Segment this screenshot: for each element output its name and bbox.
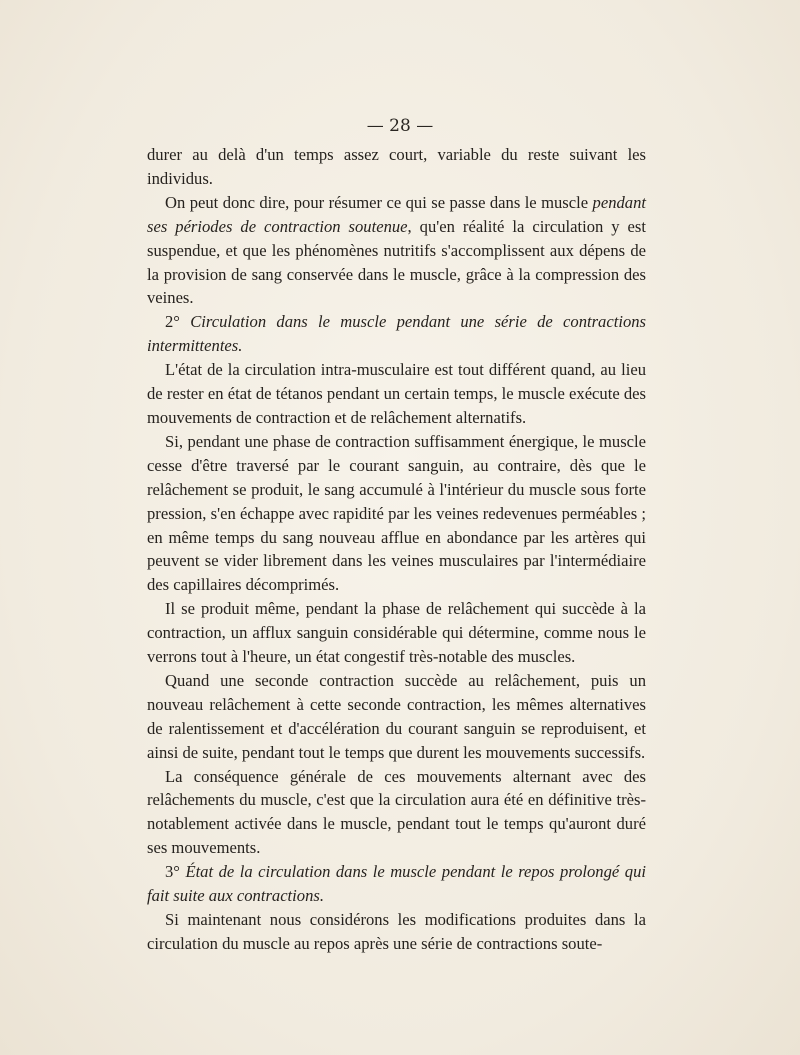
section-title-3: État de la circulation dans le muscle pendant le repos prolongé qui fait suite aux contractions. <box>147 862 646 906</box>
paragraph-3: L'état de la circulation intra-musculaire est tout différent quand, au lieu de rester en état de tétanos pendant un certain temps, le muscle exécute des mouvements de contraction et de relâchement alternatifs. <box>147 360 646 427</box>
section-number-2: 2° <box>165 312 191 332</box>
paragraph-8: Si maintenant nous considérons les modifications produites dans la circulation du muscle au repos après une série de contractions soute- <box>147 910 646 953</box>
section-number-3: 3° <box>165 862 186 882</box>
section-heading-2 <box>147 310 646 358</box>
paragraph-4: Si, pendant une phase de contraction suffisamment énergique, le muscle cesse d'être traversé par le courant sanguin, au contraire, dès que le relâchement se produit, le sang accumulé à l'intérieur du muscle sous forte pression, s'en échappe avec rapidité par les veines redevenues perméables ; en même temps du sang nouveau afflue en abondance par les artères qui peuvent se vider librement dans les veines musculaires par l'intermédiaire des capillaires décomprimés. <box>147 431 646 595</box>
paragraph-6: Quand une seconde contraction succède au relâchement, puis un nouveau relâchement à cette seconde contraction, les mêmes alternatives de ralentissement et d'accélération du courant sanguin se reproduisent, et ainsi de suite, pendant tout le temps que durent les mouvements successifs. <box>147 670 646 762</box>
body-text <box>147 143 646 956</box>
section-heading-3 <box>147 860 646 908</box>
paragraph-2 <box>147 191 646 311</box>
paragraph-2-start: On peut donc dire, pour résumer ce qui se passe dans le muscle <box>165 192 593 212</box>
page-number: — 28 — <box>366 116 434 136</box>
paragraph-2-emphasis: pendant ses périodes de contraction soutenue <box>147 192 646 236</box>
paragraph-7: La conséquence générale de ces mouvements alternant avec des relâchements du muscle, c'est que la circulation aura été en définitive très-notablement activée dans le muscle, pendant tout le temps qu'auront duré ses mouvements. <box>147 766 646 858</box>
paragraph-1: durer au delà d'un temps assez court, variable du reste suivant les individus. <box>147 145 646 188</box>
paragraph-2-end: , qu'en réalité la circulation y est suspendue, et que les phénomènes nutritifs s'accomplissent aux dépens de la provision de sang conservée dans le muscle, grâce à la compression des veines. <box>147 216 646 308</box>
section-title-2: Circulation dans le muscle pendant une série de contractions intermittentes. <box>147 312 646 356</box>
paragraph-5: Il se produit même, pendant la phase de relâchement qui succède à la contraction, un afflux sanguin considérable qui détermine, comme nous le verrons tout à l'heure, un état congestif très-notable des muscles. <box>147 599 646 667</box>
